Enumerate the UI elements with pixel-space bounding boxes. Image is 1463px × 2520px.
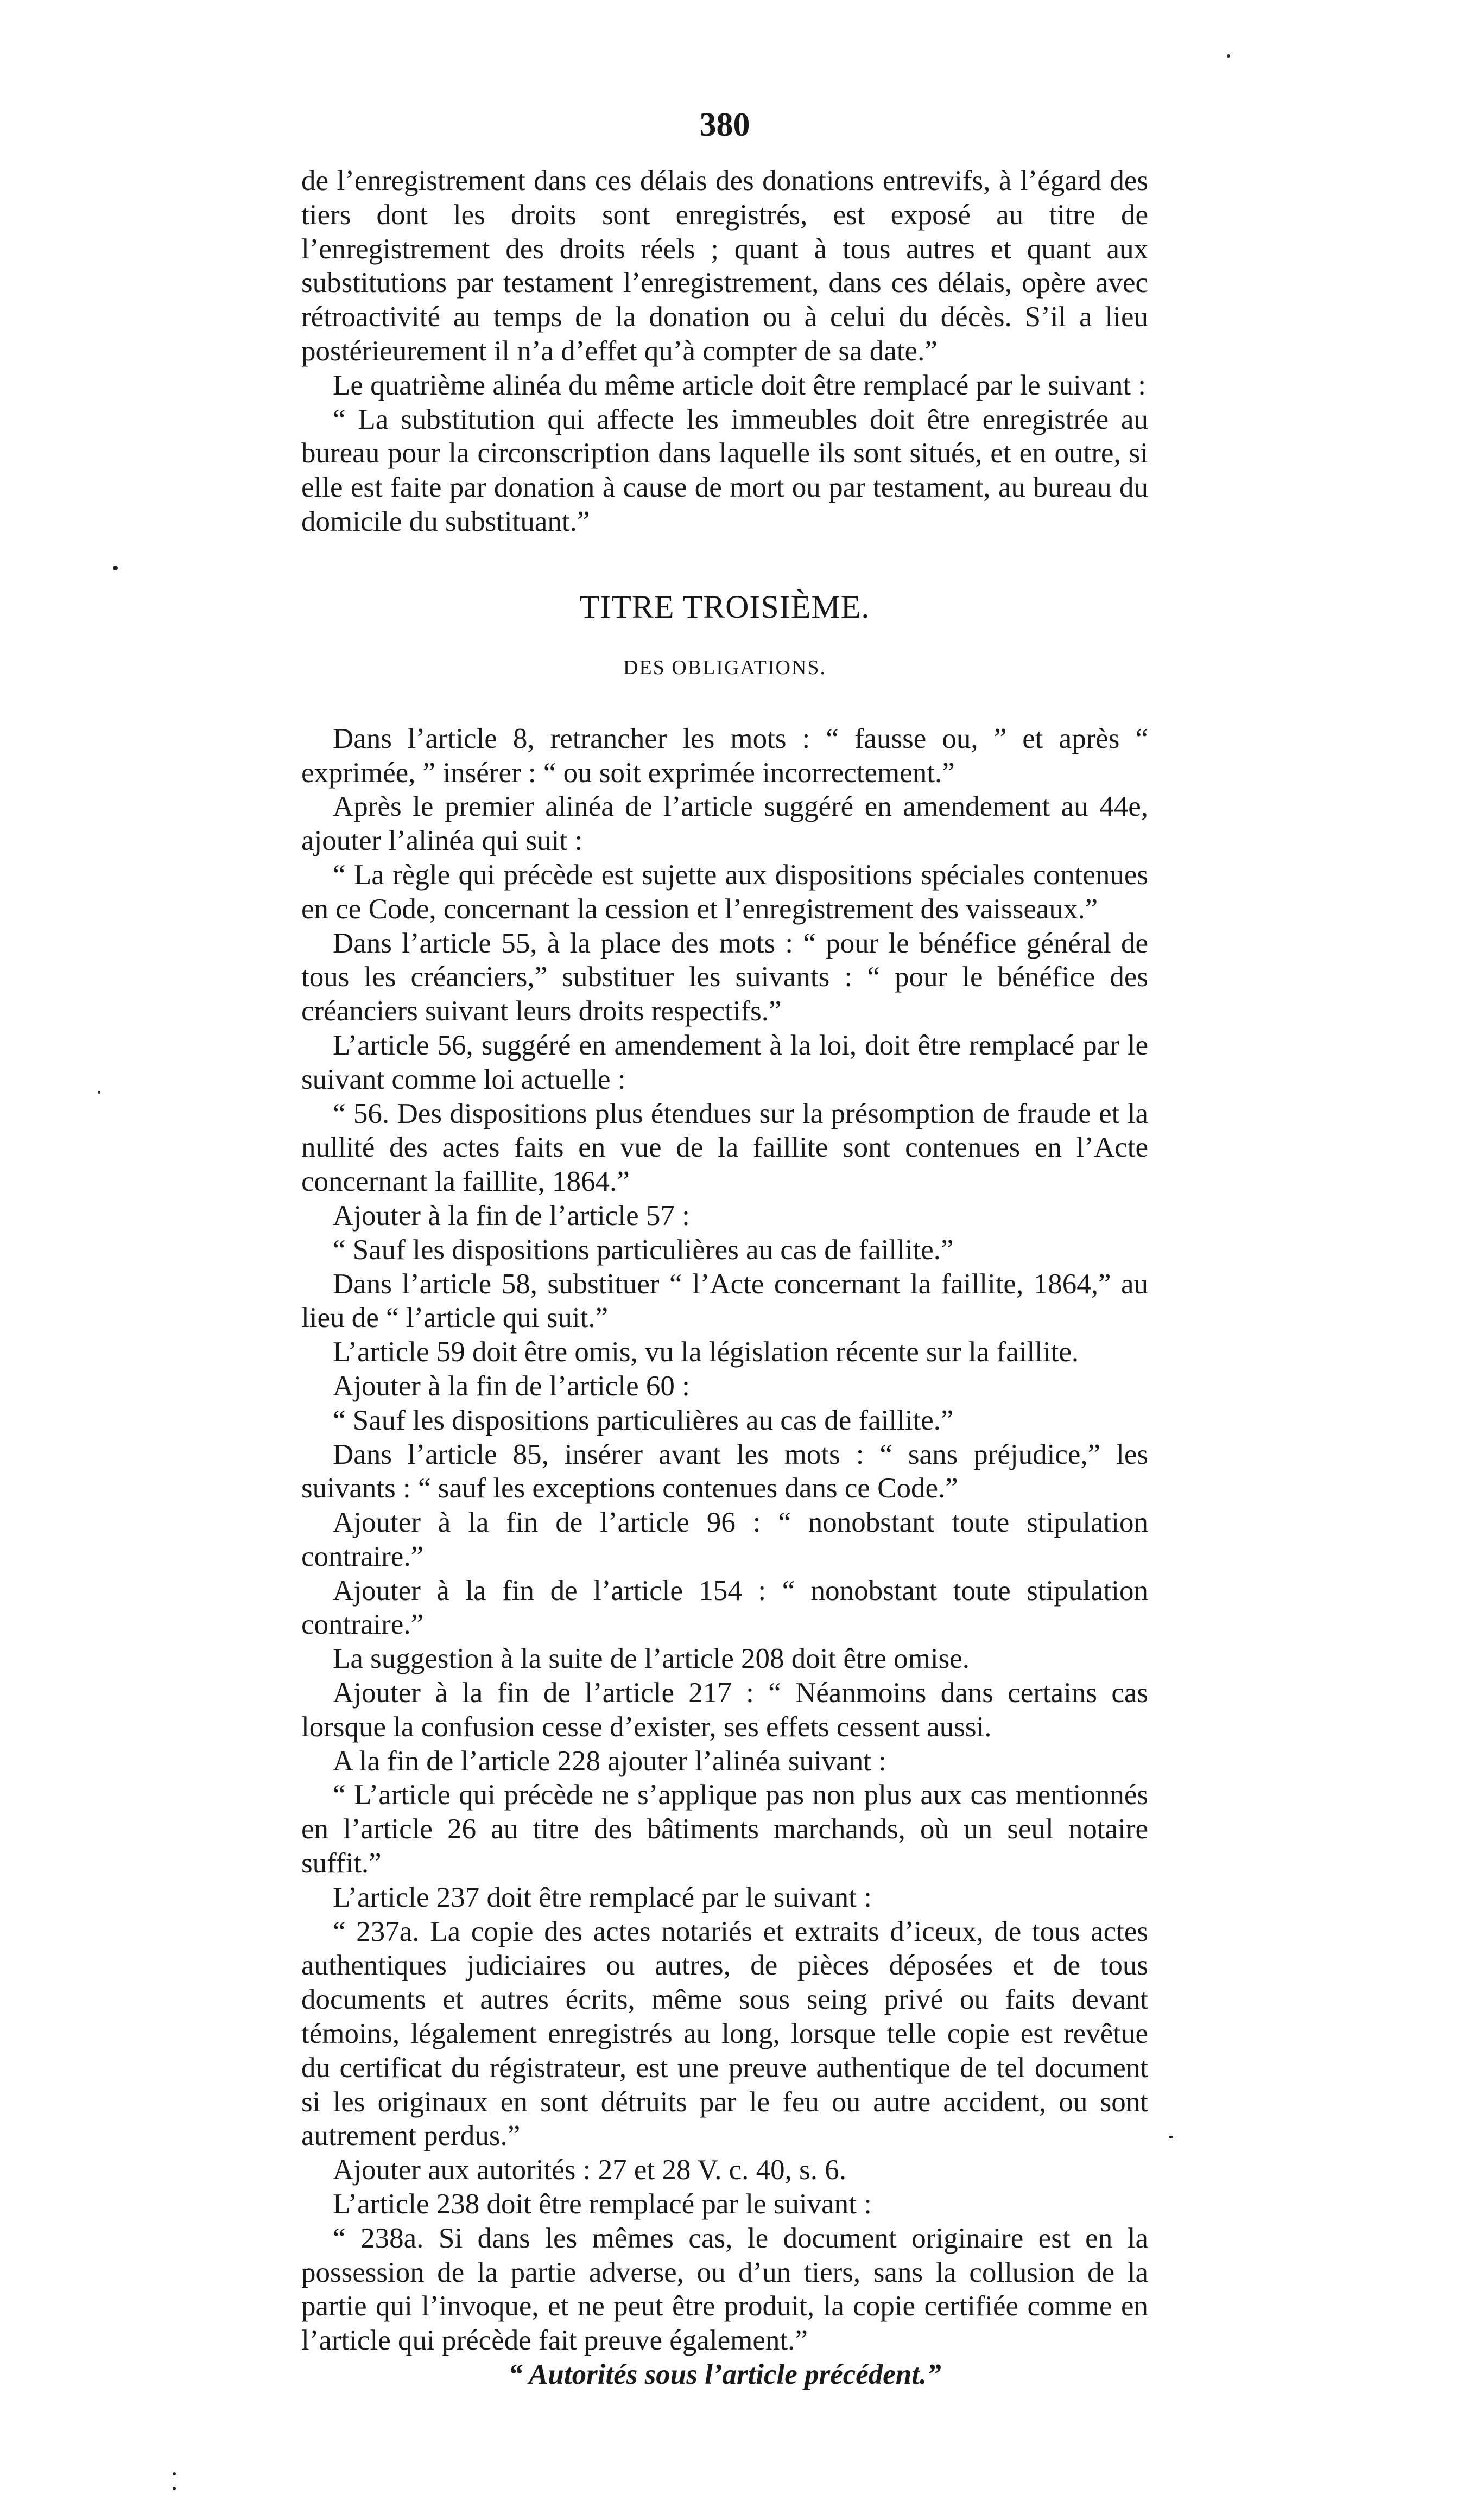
paragraph: Ajouter aux autorités : 27 et 28 V. c. 40, s. 6. <box>333 2154 847 2186</box>
paragraph: Ajouter à la fin de l’article 217 : “ Néanmoins dans certains cas lorsque la confusion cesse d’exister, ses effets cessent aussi. <box>301 1677 1148 1743</box>
paragraph: Dans l’article 8, retrancher les mots : “ fausse ou, ” et après “ exprimée, ” insérer : “ ou soit exprimée incorrectement.” <box>301 722 1148 789</box>
scan-speck <box>98 1091 100 1094</box>
paragraph: Ajouter à la fin de l’article 57 : <box>333 1199 690 1232</box>
paragraph: “ L’article qui précède ne s’applique pas non plus aux cas mentionnés en l’article 26 au titre des bâtiments marchands, où un seul notaire suffit.” <box>301 1779 1148 1880</box>
scan-speck <box>1169 2136 1173 2138</box>
document-page <box>301 103 1148 2392</box>
paragraph: Ajouter à la fin de l’article 96 : “ nonobstant toute stipulation contraire.” <box>301 1507 1148 1572</box>
paragraph: L’article 238 doit être remplacé par le suivant : <box>333 2188 872 2220</box>
paragraph: “ La règle qui précède est sujette aux dispositions spéciales contenues en ce Code, concernant la cession et l’enregistrement des vaisseaux.” <box>301 859 1148 925</box>
paragraph: Après le premier alinéa de l’article suggéré en amendement au 44e, ajouter l’alinéa qui suit : <box>301 791 1148 857</box>
paragraph: La suggestion à la suite de l’article 208 doit être omise. <box>333 1643 970 1675</box>
paragraph: “ 56. Des dispositions plus étendues sur la présomption de fraude et la nullité des actes faits en vue de la faillite sont contenues en l’Acte concernant la faillite, 1864.” <box>301 1097 1148 1198</box>
paragraph: Dans l’article 55, à la place des mots : “ pour le bénéfice général de tous les créanciers,” substituer les suivants : “ pour le bénéfice des créanciers suivant leurs droits respectifs.” <box>301 927 1148 1027</box>
footer-note: “ Autorités sous l’article précédent.” <box>508 2359 941 2391</box>
paragraph: L’article 59 doit être omis, vu la législation récente sur la faillite. <box>333 1336 1079 1368</box>
paragraph: A la fin de l’article 228 ajouter l’alinéa suivant : <box>333 1745 886 1777</box>
scan-speck <box>173 2487 176 2490</box>
section-title: TITRE TROISIÈME. <box>579 588 870 625</box>
paragraph: Ajouter à la fin de l’article 154 : “ nonobstant toute stipulation contraire.” <box>301 1575 1148 1641</box>
paragraph: “ La substitution qui affecte les immeubles doit être enregistrée au bureau pour la circonscription dans laquelle ils sont situés, et en outre, si elle est faite par donation à cause de mort ou par testament, au bureau du domicile du substituant.” <box>301 403 1148 537</box>
paragraph: Le quatrième alinéa du même article doit être remplacé par le suivant : <box>333 369 1147 401</box>
scan-speck <box>1227 54 1230 58</box>
page-number: 380 <box>699 106 750 143</box>
paragraph: “ 237a. La copie des actes notariés et extraits d’iceux, de tous actes authentiques judiciaires ou autres, de pièces déposées et de tous documents et autres écrits, même sous seing privé ou faits devant témoins, légalement enregistrés au long, lorsque telle copie est revêtue du certificat du régistrateur, est une preuve authentique de tel document si les originaux en sont détruits par le feu ou autre accident, ou sont autrement perdus.” <box>301 1915 1148 2152</box>
paragraph: “ Sauf les dispositions particulières au cas de faillite.” <box>333 1234 954 1266</box>
paragraph: L’article 237 doit être remplacé par le suivant : <box>333 1881 872 1913</box>
scan-speck <box>113 566 118 570</box>
section-subtitle: DES OBLIGATIONS. <box>623 656 826 679</box>
paragraph: “ Sauf les dispositions particulières au cas de faillite.” <box>333 1404 954 1436</box>
paragraph: Dans l’article 58, substituer “ l’Acte concernant la faillite, 1864,” au lieu de “ l’article qui suit.” <box>301 1268 1148 1334</box>
paragraph: “ 238a. Si dans les mêmes cas, le document originaire est en la possession de la partie adverse, ou d’un tiers, sans la collusion de la partie qui l’invoque, et ne peut être produit, la copie certifiée comme en l’article qui précède fait preuve également.” <box>301 2222 1148 2357</box>
paragraph: L’article 56, suggéré en amendement à la loi, doit être remplacé par le suivant comme loi actuelle : <box>301 1029 1148 1095</box>
paragraph: de l’enregistrement dans ces délais des donations entrevifs, à l’égard des tiers dont les droits sont enregistrés, est exposé au titre de l’enregistrement des droits réels ; quant à tous autres et quant aux substitutions par testament l’enregistrement, dans ces délais, opère avec rétroactivité au temps de la donation ou à celui du décès. S’il a lieu postérieurement il n’a d’effet qu’à compter de sa date.” <box>301 165 1148 367</box>
paragraph: Ajouter à la fin de l’article 60 : <box>333 1370 690 1402</box>
scan-speck <box>173 2472 176 2475</box>
paragraph: Dans l’article 85, insérer avant les mots : “ sans préjudice,” les suivants : “ sauf les exceptions contenues dans ce Code.” <box>301 1438 1148 1505</box>
